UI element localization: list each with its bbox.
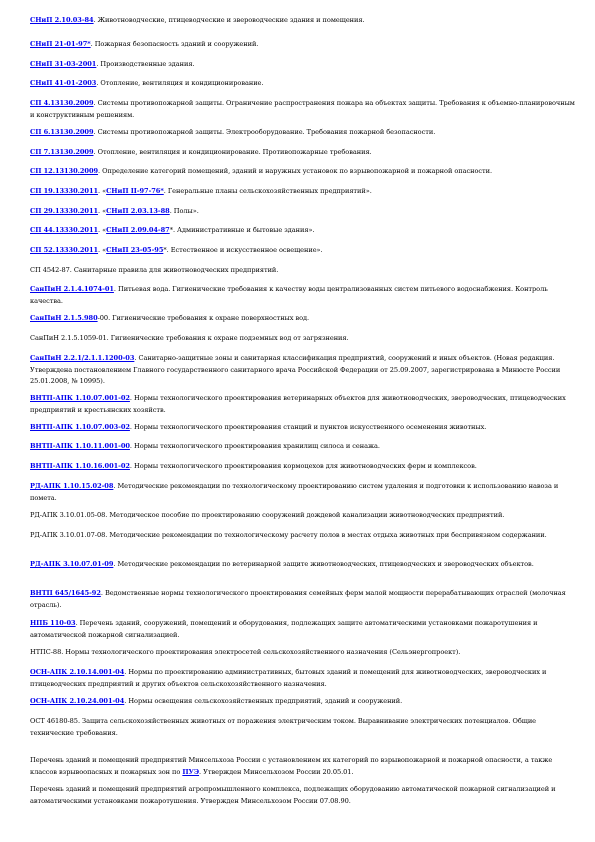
reference-entry: ОСН-АПК 2.10.14.001-04. Нормы по проектированию административных, бытовых зданий и помещений для животноводческих, звероводческих и птицеводческих предприятий и других объектов сельскохозяйственного назначения. <box>30 668 547 688</box>
reference-link[interactable]: СНиП 2.09.04-87 <box>106 226 170 234</box>
reference-entry: РД-АПК 3.10.01.07-08. Методические рекомендации по технологическому расчету полов в местах отдыха животных при беспривязном содержании. <box>30 531 547 539</box>
reference-link[interactable]: ПУЭ <box>182 767 200 776</box>
reference-entry: НТПС-88. Нормы технологического проектирования электросетей сельскохозяйственного назначения (Сельэнергопроект). <box>30 648 461 656</box>
reference-link[interactable]: СП 7.13130.2009 <box>30 148 94 156</box>
reference-entry: СНиП 21-01-97*. Пожарная безопасность зданий и сооружений. <box>30 40 259 48</box>
reference-entry: СП 4.13130.2009. Системы противопожарной защиты. Ограничение распространения пожара на объектах защиты. Требования к объемно-планировочным и конструктивным решениям. <box>30 99 575 119</box>
reference-link[interactable]: СП 4.13130.2009 <box>30 99 94 107</box>
reference-link[interactable]: СанПиН 2.2.1/2.1.1.1200-03 <box>30 354 135 362</box>
reference-entry: СанПиН 2.1.4.1074-01. Питьевая вода. Гигиенические требования к качеству воды централизованных систем питьевого водоснабжения. Контроль качества. <box>30 285 548 305</box>
reference-entry: ВНТП-АПК 1.10.07.003-02. Нормы технологического проектирования станций и пунктов искусственного осеменения животных. <box>30 423 487 431</box>
reference-link[interactable]: СП 12.13130.2009 <box>30 167 99 175</box>
reference-entry: СП 29.13330.2011. «СНиП 2.03.13-88. Полы». <box>30 207 199 215</box>
reference-entry: СП 4542-87. Санитарные правила для животноводческих предприятий. <box>30 266 279 274</box>
reference-link[interactable]: ОСН-АПК 2.10.24.001-04 <box>30 697 125 705</box>
reference-link[interactable]: СНиП 31-03-2001 <box>30 60 97 68</box>
reference-entry: Перечень зданий и помещений предприятий агропромышленного комплекса, подлежащих оборудованию автоматической пожарной сигнализацией и автоматическими установками пожаротушения. Утвержден Минсельхозом России 07.08.90. <box>30 785 556 805</box>
reference-link[interactable]: ВНТП-АПК 1.10.07.001-02 <box>30 394 130 402</box>
reference-link[interactable]: РД-АПК 1.10.15.02-08 <box>30 482 114 490</box>
reference-entry: ОСН-АПК 2.10.24.001-04. Нормы освещения сельскохозяйственных предприятий, зданий и сооружений. <box>30 697 403 705</box>
reference-entry: СП 52.13330.2011. «СНиП 23-05-95*. Естественное и искусственное освещение». <box>30 246 323 254</box>
reference-link[interactable]: СП 19.13330.2011 <box>30 187 99 195</box>
reference-entry: СП 12.13130.2009. Определение категорий помещений, зданий и наружных установок по взрывопожарной и пожарной опасности. <box>30 167 493 175</box>
reference-link[interactable]: ВНТП 645/1645-92 <box>30 589 101 597</box>
reference-entry: НПБ 110-03. Перечень зданий, сооружений, помещений и оборудования, подлежащих защите автоматическими установками пожаротушения и автоматической пожарной сигнализацией. <box>30 619 538 639</box>
reference-entry: СНиП 2.10.03-84. Животноводческие, птицеводческие и звероводческие здания и помещения. <box>30 16 365 24</box>
reference-link[interactable]: СНиП 21-01-97* <box>30 40 91 48</box>
reference-entry: СП 19.13330.2011. «СНиП II-97-76*. Генеральные планы сельскохозяйственных предприятий». <box>30 187 372 195</box>
reference-entry: СанПиН 2.1.5.1059-01. Гигиенические требования к охране подземных вод от загрязнения. <box>30 334 349 342</box>
reference-link[interactable]: СНиП 23-05-95 <box>106 246 164 254</box>
reference-entry: СНиП 31-03-2001. Производственные здания. <box>30 60 195 68</box>
reference-link[interactable]: СНиП 2.10.03-84 <box>30 16 94 24</box>
reference-entry: СанПиН 2.2.1/2.1.1.1200-03. Санитарно-защитные зоны и санитарная классификация предприятий, сооружений и иных объектов. (Новая редакция. Утверждена постановлением Главного государственного санитарного врача Российской Федерации от 25.09.2007, зарегистрирована в Минюсте России 25.01.2008, № 10995). <box>30 354 561 385</box>
reference-entry: ВНТП 645/1645-92. Ведомственные нормы технологического проектирования семейных ферм малой мощности перерабатывающих отраслей (молочная отрасль). <box>30 589 566 609</box>
reference-entry: РД-АПК 3.10.01.05-08. Методическое пособие по проектированию сооружений дождевой канализации животноводческих предприятий. <box>30 511 505 519</box>
reference-entry: СНиП 41-01-2003. Отопление, вентиляция и кондиционирование. <box>30 79 264 87</box>
reference-link[interactable]: СНиП II-97-76* <box>106 187 164 195</box>
reference-link[interactable]: РД-АПК 3.10.07.01-09 <box>30 560 114 568</box>
reference-link[interactable]: ВНТП-АПК 1.10.11.001-00 <box>30 442 130 450</box>
reference-link[interactable]: СП 29.13330.2011 <box>30 207 99 215</box>
reference-entry: ВНТП-АПК 1.10.11.001-00. Нормы технологического проектирования хранилищ силоса и сенажа. <box>30 442 380 450</box>
reference-entry: ВНТП-АПК 1.10.16.001-02. Нормы технологического проектирования кормоцехов для животноводческих ферм и комплексов. <box>30 462 477 470</box>
reference-entry: СанПиН 2.1.5.980-00. Гигиенические требования к охране поверхностных вод. <box>30 314 310 322</box>
reference-link[interactable]: СНиП 41-01-2003 <box>30 79 97 87</box>
reference-link[interactable]: СанПиН 2.1.4.1074-01 <box>30 285 114 293</box>
reference-link[interactable]: ВНТП-АПК 1.10.16.001-02 <box>30 462 130 470</box>
reference-link[interactable]: СНиП 2.03.13-88 <box>106 207 170 215</box>
reference-link[interactable]: ВНТП-АПК 1.10.07.003-02 <box>30 423 130 431</box>
reference-link[interactable]: СП 52.13330.2011 <box>30 246 99 254</box>
reference-entry: Перечень зданий и помещений предприятий Минсельхоза России с установлением их категорий по взрывопожарной и пожарной опасности, а также классов взрывоопасных и пожарных зон по ПУЭ. Утвержден Минсельхозом России 20.05.01. <box>30 756 553 776</box>
reference-link[interactable]: СанПиН 2.1.5.980 <box>30 314 98 322</box>
reference-link[interactable]: СП 44.13330.2011 <box>30 226 99 234</box>
reference-entry: СП 6.13130.2009. Системы противопожарной защиты. Электрооборудование. Требования пожарной безопасности. <box>30 128 436 136</box>
reference-link[interactable]: НПБ 110-03 <box>30 619 76 627</box>
reference-entry: РД-АПК 3.10.07.01-09. Методические рекомендации по ветеринарной защите животноводческих, птицеводческих и звероводческих объектов. <box>30 560 534 568</box>
reference-entry: СП 44.13330.2011. «СНиП 2.09.04-87*. Административные и бытовые здания». <box>30 226 315 234</box>
reference-entry: РД-АПК 1.10.15.02-08. Методические рекомендации по технологическому проектированию систем удаления и подготовки к использованию навоза и помета. <box>30 482 559 502</box>
reference-link[interactable]: СП 6.13130.2009 <box>30 128 94 136</box>
reference-entry: ОСТ 46180-85. Защита сельскохозяйственных животных от поражения электрическим током. Выравнивание электрических потенциалов. Общие технические требования. <box>30 717 537 737</box>
reference-entry: СП 7.13130.2009. Отопление, вентиляция и кондиционирование. Противопожарные требования. <box>30 148 372 156</box>
reference-entry: ВНТП-АПК 1.10.07.001-02. Нормы технологического проектирования ветеринарных объектов для животноводческих, звероводческих, птицеводческих предприятий и крестьянских хозяйств. <box>30 394 566 414</box>
reference-link[interactable]: ОСН-АПК 2.10.14.001-04 <box>30 668 125 676</box>
